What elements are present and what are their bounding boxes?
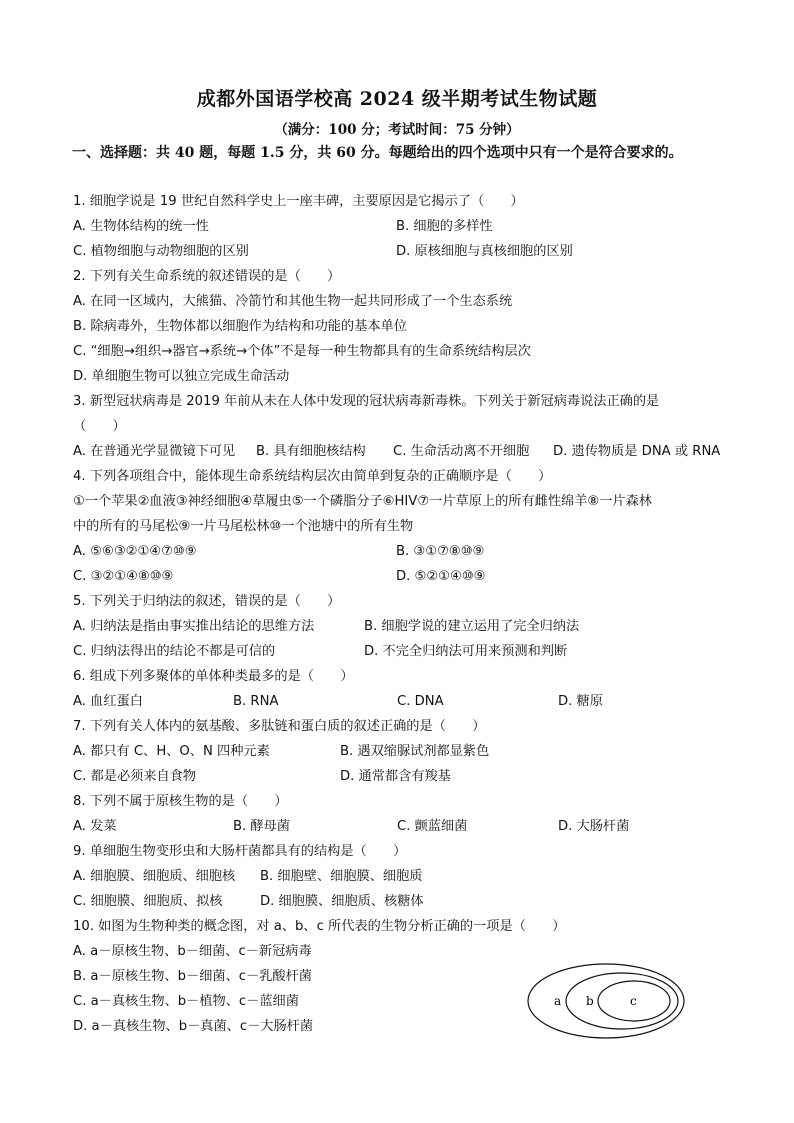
question-5-option-d: D. 不完全归纳法可用来预测和判断 bbox=[364, 644, 568, 659]
question-3-option-c: C. 生命活动离不开细胞 bbox=[393, 444, 530, 459]
question-10-stem: 10. 如图为生物种类的概念图，对 a、b、c 所代表的生物分析正确的一项是（ ） bbox=[73, 919, 566, 934]
question-1-option-a: A. 生物体结构的统一性 bbox=[73, 219, 209, 234]
question-2-stem: 2. 下列有关生命系统的叙述错误的是（ ） bbox=[73, 269, 341, 284]
question-5-stem: 5. 下列关于归纳法的叙述，错误的是（ ） bbox=[73, 594, 341, 609]
question-4-option-c: C. ③②①④⑧⑩⑨ bbox=[73, 569, 174, 584]
question-7-stem: 7. 下列有关人体内的氨基酸、多肽链和蛋白质的叙述正确的是（ ） bbox=[73, 719, 486, 734]
question-7-option-a: A. 都只有 C、H、O、N 四种元素 bbox=[73, 744, 270, 759]
question-9-option-b: B. 细胞壁、细胞膜、细胞质 bbox=[260, 869, 423, 884]
question-6-option-c: C. DNA bbox=[397, 694, 444, 709]
question-3-option-d: D. 遗传物质是 DNA 或 RNA bbox=[553, 444, 721, 459]
question-3-stem: 3. 新型冠状病毒是 2019 年前从未在人体中发现的冠状病毒新毒株。下列关于新冠病毒说法正确的是 bbox=[73, 394, 660, 409]
question-1-option-b: B. 细胞的多样性 bbox=[396, 219, 493, 234]
question-4-items-cont: 中的所有的马尾松⑨一片马尾松林⑩一个池塘中的所有生物 bbox=[73, 519, 414, 534]
question-10-option-c: C. a－真核生物、b－植物、c－蓝细菌 bbox=[73, 994, 299, 1009]
question-7-option-b: B. 遇双缩脲试剂都显紫色 bbox=[340, 744, 490, 759]
question-9-stem: 9. 单细胞生物变形虫和大肠杆菌都具有的结构是（ ） bbox=[73, 844, 407, 859]
question-10-option-a: A. a－原核生物、b－细菌、c－新冠病毒 bbox=[73, 944, 312, 959]
question-2-option-a: A. 在同一区域内，大熊猫、冷箭竹和其他生物一起共同形成了一个生态系统 bbox=[73, 294, 513, 309]
question-4-option-b: B. ③①⑦⑧⑩⑨ bbox=[396, 544, 485, 559]
question-1-option-c: C. 植物细胞与动物细胞的区别 bbox=[73, 244, 249, 259]
question-5-option-b: B. 细胞学说的建立运用了完全归纳法 bbox=[364, 619, 580, 634]
question-8-option-b: B. 酵母菌 bbox=[233, 819, 290, 834]
question-2-option-c: C. “细胞→组织→器官→系统→个体”不是每一种生物都具有的生命系统结构层次 bbox=[73, 344, 531, 359]
label-a: a bbox=[554, 994, 562, 1008]
question-9-option-a: A. 细胞膜、细胞质、细胞核 bbox=[73, 869, 236, 884]
ellipse-a bbox=[528, 964, 684, 1038]
question-1-option-d: D. 原核细胞与真核细胞的区别 bbox=[396, 244, 573, 259]
question-3-option-a: A. 在普通光学显微镜下可见 bbox=[73, 444, 236, 459]
question-8-option-a: A. 发菜 bbox=[73, 819, 117, 834]
question-4-items: ①一个苹果②血液③神经细胞④草履虫⑤一个磷脂分子⑥HIV⑦一片草原上的所有雌性绵羊⑧一片森林 bbox=[73, 494, 652, 509]
question-1-stem: 1. 细胞学说是 19 世纪自然科学史上一座丰碑，主要原因是它揭示了（ ） bbox=[73, 194, 524, 209]
label-c: c bbox=[630, 994, 637, 1008]
question-6-option-a: A. 血红蛋白 bbox=[73, 694, 143, 709]
exam-title: 成都外国语学校高 2024 级半期考试生物试题 bbox=[196, 88, 598, 110]
question-6-stem: 6. 组成下列多聚体的单体种类最多的是（ ） bbox=[73, 669, 354, 684]
question-8-option-c: C. 颤蓝细菌 bbox=[397, 819, 468, 834]
question-10-option-b: B. a－原核生物、b－细菌、c－乳酸杆菌 bbox=[73, 969, 312, 984]
question-2-option-b: B. 除病毒外，生物体都以细胞作为结构和功能的基本单位 bbox=[73, 319, 407, 334]
question-4-stem: 4. 下列各项组合中，能体现生命系统结构层次由简单到复杂的正确顺序是（ ） bbox=[73, 469, 552, 484]
question-5-option-a: A. 归纳法是指由事实推出结论的思维方法 bbox=[73, 619, 315, 634]
question-10-option-d: D. a－真核生物、b－真菌、c－大肠杆菌 bbox=[73, 1019, 314, 1034]
question-4-option-a: A. ⑤⑥③②①④⑦⑩⑨ bbox=[73, 544, 197, 559]
question-7-option-c: C. 都是必须来自食物 bbox=[73, 769, 197, 784]
ellipse-b bbox=[566, 973, 678, 1029]
question-7-option-d: D. 通常都含有羧基 bbox=[340, 769, 451, 784]
question-8-stem: 8. 下列不属于原核生物的是（ ） bbox=[73, 794, 288, 809]
label-b: b bbox=[586, 994, 594, 1008]
section-heading: 一、选择题：共 40 题，每题 1.5 分，共 60 分。每题给出的四个选项中只有一个是符合要求的。 bbox=[72, 145, 683, 161]
question-2-option-d: D. 单细胞生物可以独立完成生命活动 bbox=[73, 369, 290, 384]
question-9-option-d: D. 细胞膜、细胞质、核糖体 bbox=[260, 894, 424, 909]
question-6-option-d: D. 糖原 bbox=[558, 694, 603, 709]
question-6-option-b: B. RNA bbox=[233, 694, 279, 709]
question-5-option-c: C. 归纳法得出的结论不都是可信的 bbox=[73, 644, 276, 659]
exam-subtitle: （满分：100 分；考试时间：75 分钟） bbox=[274, 122, 520, 138]
question-3-option-b: B. 具有细胞核结构 bbox=[256, 444, 366, 459]
question-4-option-d: D. ⑤②①④⑩⑨ bbox=[396, 569, 486, 584]
concept-diagram bbox=[526, 962, 686, 1040]
question-3-stem-cont: （ ） bbox=[73, 419, 126, 434]
question-9-option-c: C. 细胞膜、细胞质、拟核 bbox=[73, 894, 223, 909]
question-8-option-d: D. 大肠杆菌 bbox=[558, 819, 630, 834]
